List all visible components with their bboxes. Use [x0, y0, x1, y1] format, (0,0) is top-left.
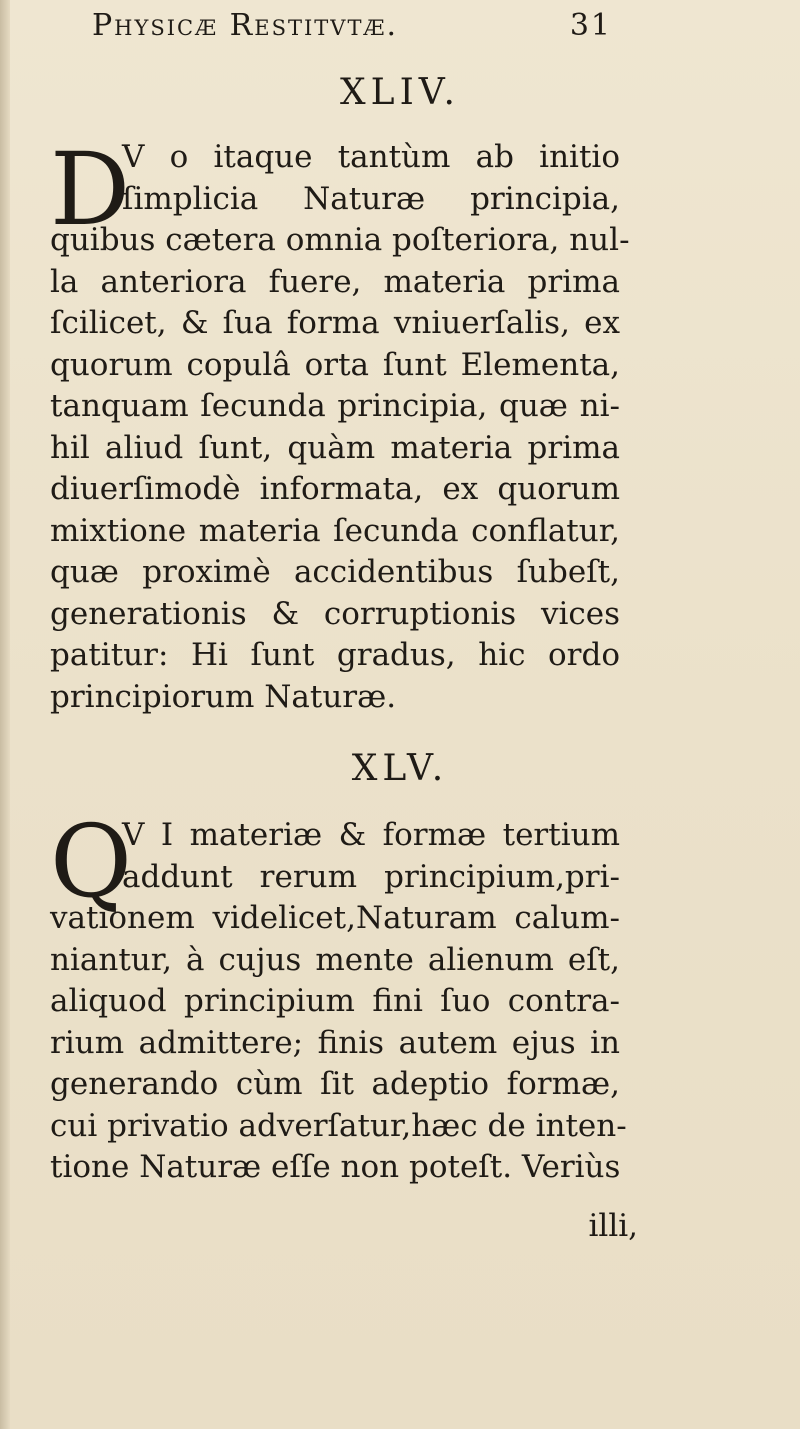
text-line: aliquod principium fini ſuo contra-: [50, 983, 620, 1019]
text-line: tanquam ſecunda principia, quæ ni-: [50, 388, 620, 424]
text-line: quæ proximè accidentibus ſubeſt,: [50, 554, 620, 590]
running-head-title: Physicæ Restitvtæ.: [92, 8, 399, 43]
running-head: [92, 8, 612, 48]
text-line: rium admittere; finis autem ejus in: [50, 1024, 620, 1061]
text-line: hil aliud ſunt, quàm materia prima: [50, 429, 620, 466]
text-line: generando cùm ſit adeptio formæ,: [50, 1066, 620, 1102]
section-xliv-text: [50, 131, 630, 718]
text-line: vationem videlicet,Naturam calum-: [50, 900, 620, 936]
text-line: tione Naturæ eſſe non poteſt. Veriùs: [50, 1149, 621, 1185]
section-heading-xlv: XLV.: [351, 748, 449, 789]
text-line: diuerſimodè informata, ex quorum: [50, 471, 620, 507]
text-line: patitur: Hi ſunt gradus, hic ordo: [50, 637, 620, 673]
text-line: mixtione materia ſecunda conflatur,: [50, 512, 620, 549]
text-line: generationis & corruptionis vices: [50, 595, 620, 632]
text-line: quibus cætera omnia poſteriora, nul-: [50, 222, 630, 258]
text-line: ſimplicia Naturæ principia,: [122, 180, 620, 217]
text-line: ſcilicet, & ſua forma vniuerſalis, ex: [50, 305, 620, 341]
section-xlv-text: [50, 815, 627, 1189]
drop-cap-d: D: [50, 131, 131, 248]
text-line: addunt rerum principium,pri-: [122, 858, 620, 895]
catchword: illi,: [588, 1208, 638, 1244]
text-line: V o itaque tantùm ab initio: [122, 139, 620, 175]
drop-cap-q: Q: [50, 803, 132, 920]
page-gutter: [0, 0, 10, 1429]
text-line: V I materiæ & formæ tertium: [122, 817, 620, 853]
text-line: la anteriora fuere, materia prima: [50, 263, 620, 300]
text-line: principiorum Naturæ.: [50, 678, 397, 715]
text-line: quorum copulâ orta ſunt Elementa,: [50, 346, 620, 383]
text-line: cui privatio adverſatur,hæc de inten-: [50, 1107, 627, 1144]
text-line: niantur, à cujus mente alienum eſt,: [50, 941, 620, 978]
section-heading-xliv: XLIV.: [340, 72, 460, 113]
page-number: 31: [569, 8, 612, 43]
